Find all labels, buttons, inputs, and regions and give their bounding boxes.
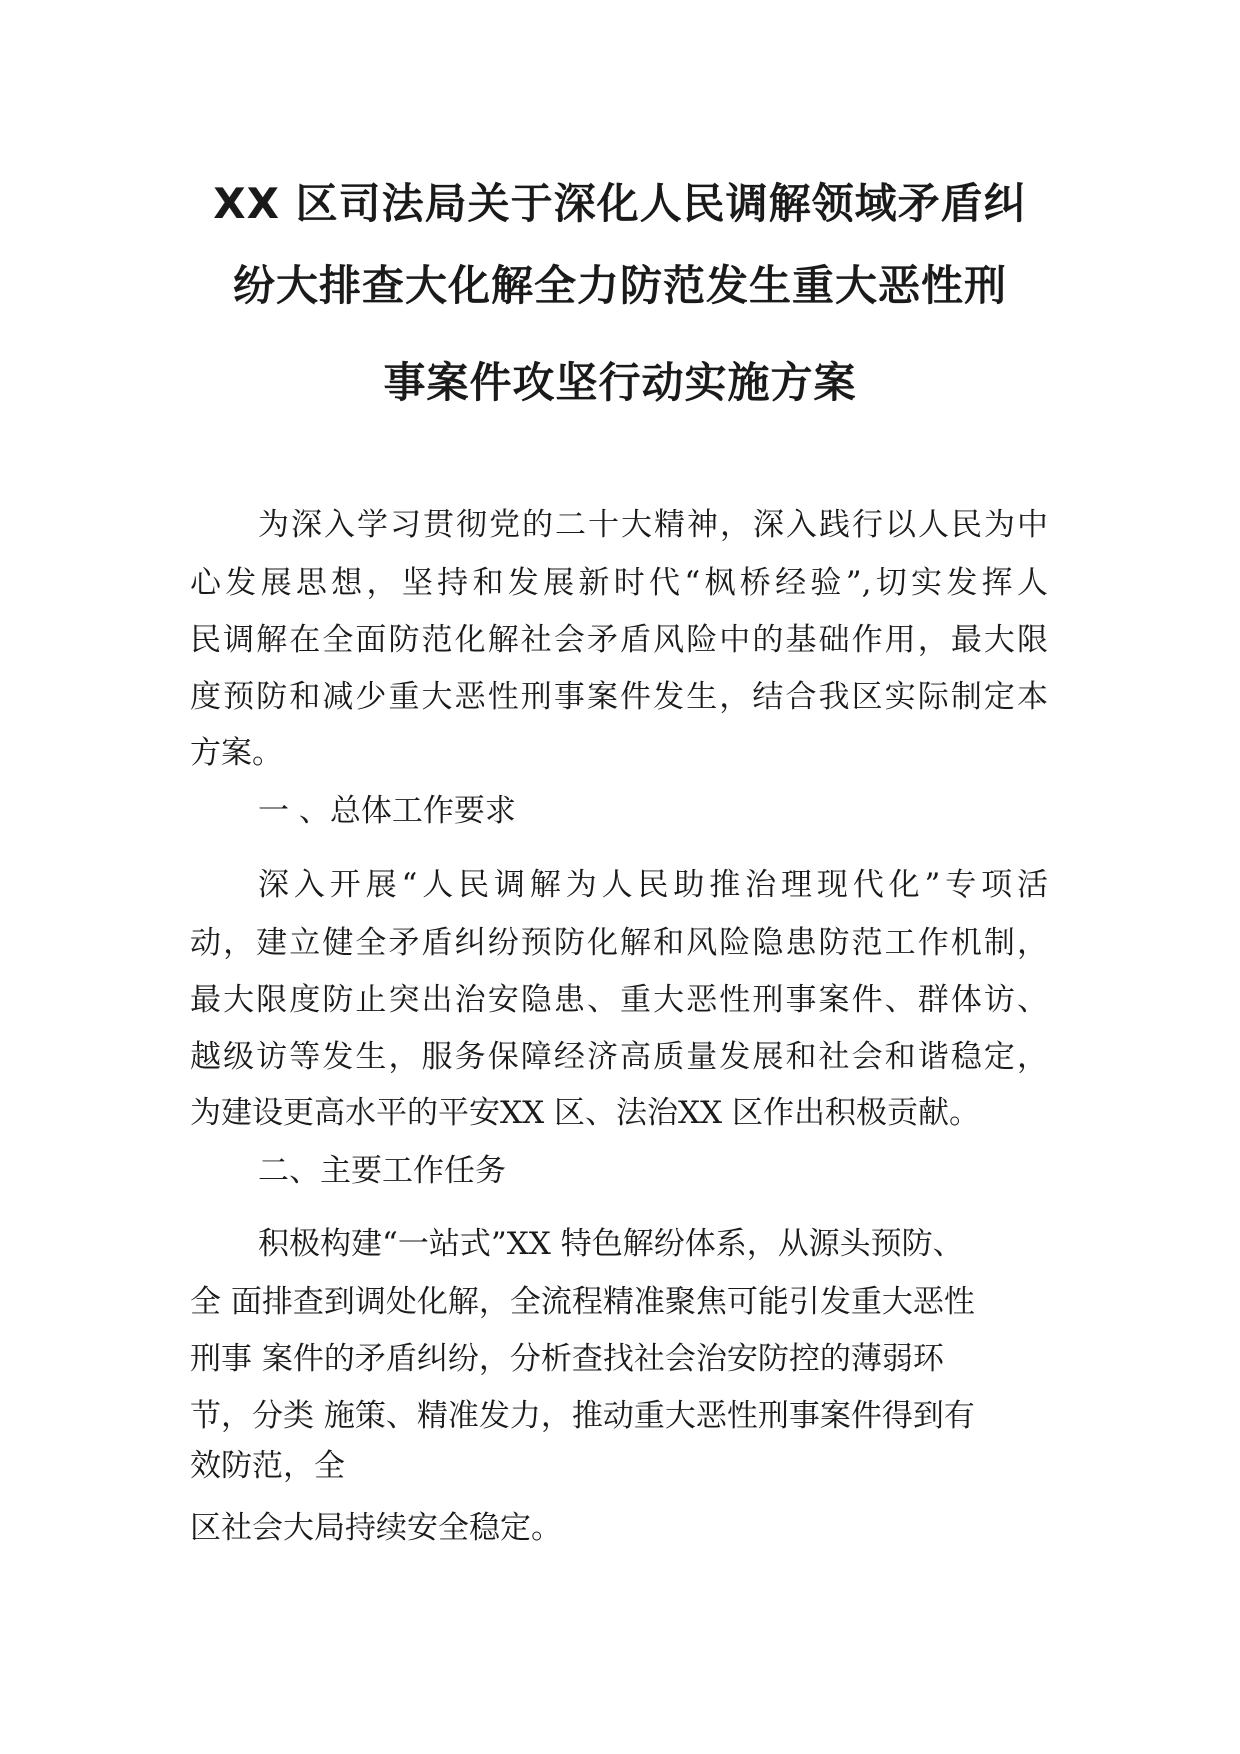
section-heading-2: 二、主要工作任务	[258, 1153, 506, 1189]
section-heading-1: 一 、总体工作要求	[258, 793, 516, 829]
section-2-line-5: 效防范，全	[190, 1448, 345, 1484]
intro-line-1: 为深入学习贯彻党的二十大精神，深入践行以人民为中	[258, 507, 1048, 543]
intro-line-3: 民调解在全面防范化解社会矛盾风险中的基础作用，最大限	[190, 622, 1048, 658]
section-2-line-6: 区社会大局持续安全稳定。	[190, 1510, 562, 1546]
document-title-line-1: XX 区司法局关于深化人民调解领域矛盾纠	[213, 179, 1027, 228]
section-2-line-3: 刑事 案件的矛盾纠纷，分析查找社会治安防控的薄弱环	[190, 1341, 944, 1377]
intro-line-5: 方案。	[190, 735, 283, 771]
section-2-line-2: 全 面排查到调处化解，全流程精准聚焦可能引发重大恶性	[190, 1284, 975, 1320]
section-1-line-2: 动，建立健全矛盾纠纷预防化解和风险隐患防范工作机制，	[190, 925, 1048, 961]
section-1-line-1: 深入开展“人民调解为人民助推治理现代化”专项活	[258, 867, 1048, 903]
section-2-line-1: 积极构建“一站式”XX 特色解纷体系，从源头预防、	[258, 1226, 964, 1262]
section-1-line-5: 为建设更高水平的平安XX 区、法治XX 区作出积极贡献。	[190, 1095, 980, 1131]
section-1-line-3: 最大限度防止突出治安隐患、重大恶性刑事案件、群体访、	[190, 982, 1048, 1018]
intro-line-4: 度预防和减少重大恶性刑事案件发生，结合我区实际制定本	[190, 679, 1048, 715]
document-title-line-3: 事案件攻坚行动实施方案	[383, 358, 857, 407]
section-2-line-4: 节，分类 施策、精准发力，推动重大恶性刑事案件得到有	[190, 1398, 975, 1434]
intro-line-2: 心发展思想，坚持和发展新时代“枫桥经验”,切实发挥人	[190, 565, 1048, 601]
document-title-line-2: 纷大排查大化解全力防范发生重大恶性刑	[232, 261, 1007, 310]
section-1-line-4: 越级访等发生，服务保障经济高质量发展和社会和谐稳定，	[190, 1039, 1048, 1075]
